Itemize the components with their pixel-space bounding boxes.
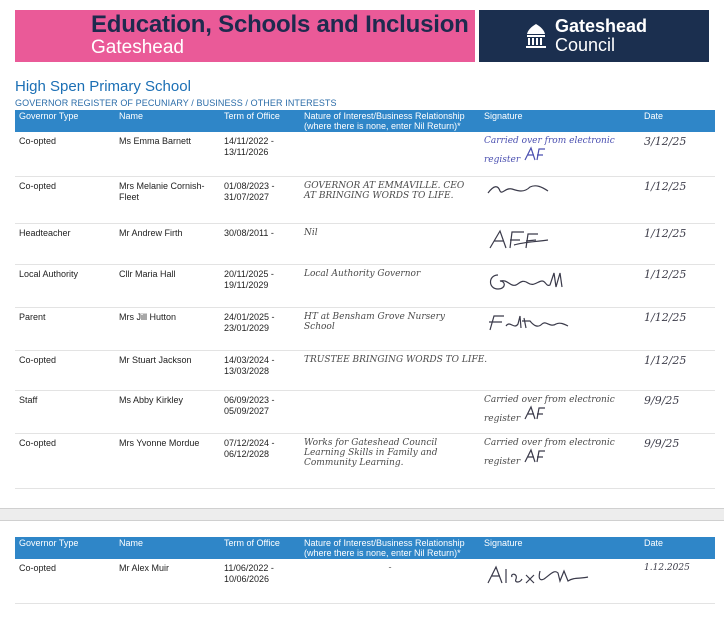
cell-type: Parent — [15, 307, 115, 350]
council-wordmark — [555, 17, 647, 55]
header-interest: Nature of Interest/Business Relationship (where there is none, enter Nil Return)* — [300, 537, 480, 559]
header-banner — [15, 10, 709, 62]
cell-interest: - — [300, 559, 480, 603]
header-date: Date — [640, 110, 715, 132]
register-title: GOVERNOR REGISTER OF PECUNIARY / BUSINESS / OTHER INTERESTS — [15, 98, 337, 108]
cell-name: Mr Stuart Jackson — [115, 350, 220, 390]
header-interest: Nature of Interest/Business Relationship (where there is none, enter Nil Return)* — [300, 110, 480, 132]
banner-title: Education, Schools and Inclusion — [91, 11, 469, 38]
register-table-page-2 — [15, 537, 715, 604]
table-row — [15, 350, 715, 390]
table-row — [15, 559, 715, 603]
signature-note: Carried over from electronic register — [484, 394, 615, 424]
cell-signature — [480, 132, 640, 176]
header-name: Name — [115, 537, 220, 559]
header-governor-type: Governor Type — [15, 537, 115, 559]
cell-signature — [480, 264, 640, 307]
cell-date: 1/12/25 — [640, 307, 715, 350]
cell-term: 11/06/2022 - 10/06/2026 — [220, 559, 300, 603]
handwritten-signature — [484, 181, 554, 199]
banner-education-panel — [15, 10, 475, 62]
cell-name: Mr Andrew Firth — [115, 223, 220, 264]
cell-date: 3/12/25 — [640, 132, 715, 176]
handwritten-signature — [523, 405, 549, 421]
cell-type: Co-opted — [15, 350, 115, 390]
council-building-icon — [525, 23, 547, 49]
cell-type: Local Authority — [15, 264, 115, 307]
cell-interest: Works for Gateshead Council Learning Skills in Family and Community Learning. — [300, 433, 480, 488]
register-table — [15, 110, 715, 489]
table-header-row — [15, 110, 715, 132]
cell-term: 14/11/2022 - 13/11/2026 — [220, 132, 300, 176]
cell-signature — [480, 559, 640, 603]
handwritten-signature — [484, 312, 574, 334]
cell-term: 24/01/2025 - 23/01/2029 — [220, 307, 300, 350]
handwritten-signature — [484, 563, 594, 587]
cell-type: Co-opted — [15, 132, 115, 176]
header-signature: Signature — [480, 537, 640, 559]
table-row — [15, 223, 715, 264]
handwritten-signature — [484, 228, 554, 250]
header-date: Date — [640, 537, 715, 559]
table-row — [15, 132, 715, 176]
cell-interest: Local Authority Governor — [300, 264, 480, 307]
cell-name: Ms Abby Kirkley — [115, 390, 220, 433]
cell-signature — [480, 307, 640, 350]
cell-signature — [480, 223, 640, 264]
table-header-row — [15, 537, 715, 559]
cell-term: 06/09/2023 - 05/09/2027 — [220, 390, 300, 433]
cell-name: Mr Alex Muir — [115, 559, 220, 603]
cell-type: Co-opted — [15, 176, 115, 223]
table-row — [15, 264, 715, 307]
cell-interest — [300, 132, 480, 176]
table-row — [15, 307, 715, 350]
cell-term: 07/12/2024 - 06/12/2028 — [220, 433, 300, 488]
cell-signature — [480, 433, 640, 488]
cell-interest — [300, 390, 480, 433]
table-row — [15, 390, 715, 433]
header-name: Name — [115, 110, 220, 132]
cell-signature — [480, 390, 640, 433]
cell-type: Headteacher — [15, 223, 115, 264]
banner-subtitle: Gateshead — [91, 37, 184, 58]
cell-date: 1.12.2025 — [640, 559, 715, 603]
cell-interest: Nil — [300, 223, 480, 264]
cell-name: Mrs Melanie Cornish-Fleet — [115, 176, 220, 223]
cell-type: Co-opted — [15, 559, 115, 603]
cell-term: 01/08/2023 - 31/07/2027 — [220, 176, 300, 223]
cell-date: 1/12/25 — [640, 223, 715, 264]
table-row — [15, 176, 715, 223]
cell-type: Co-opted — [15, 433, 115, 488]
cell-interest: HT at Bensham Grove Nursery School — [300, 307, 480, 350]
cell-term: 20/11/2025 - 19/11/2029 — [220, 264, 300, 307]
signature-note: Carried over from electronic register — [484, 136, 615, 165]
cell-term: 14/03/2024 - 13/03/2028 — [220, 350, 300, 390]
cell-name: Mrs Yvonne Mordue — [115, 433, 220, 488]
cell-signature — [480, 176, 640, 223]
header-signature: Signature — [480, 110, 640, 132]
council-name: Gateshead — [555, 16, 648, 36]
cell-interest: TRUSTEE BRINGING WORDS TO LIFE. — [300, 350, 640, 390]
handwritten-signature — [523, 448, 549, 464]
cell-name: Mrs Jill Hutton — [115, 307, 220, 350]
cell-type: Staff — [15, 390, 115, 433]
cell-date: 9/9/25 — [640, 390, 715, 433]
cell-date: 1/12/25 — [640, 176, 715, 223]
council-sub: Council — [555, 35, 616, 55]
page-break — [0, 508, 724, 521]
handwritten-signature — [484, 269, 574, 293]
handwritten-signature — [523, 146, 549, 162]
cell-interest: GOVERNOR AT EMMAVILLE. CEO AT BRINGING WORDS TO LIFE. — [300, 176, 480, 223]
header-governor-type: Governor Type — [15, 110, 115, 132]
council-logo-panel — [479, 10, 709, 62]
cell-date: 9/9/25 — [640, 433, 715, 488]
header-term: Term of Office — [220, 537, 300, 559]
cell-date: 1/12/25 — [640, 264, 715, 307]
header-term: Term of Office — [220, 110, 300, 132]
cell-date: 1/12/25 — [640, 350, 715, 390]
signature-note: Carried over from electronic register — [484, 437, 615, 467]
cell-name: Cllr Maria Hall — [115, 264, 220, 307]
cell-term: 30/08/2011 - — [220, 223, 300, 264]
cell-name: Ms Emma Barnett — [115, 132, 220, 176]
school-name: High Spen Primary School — [15, 78, 191, 95]
table-row — [15, 433, 715, 488]
